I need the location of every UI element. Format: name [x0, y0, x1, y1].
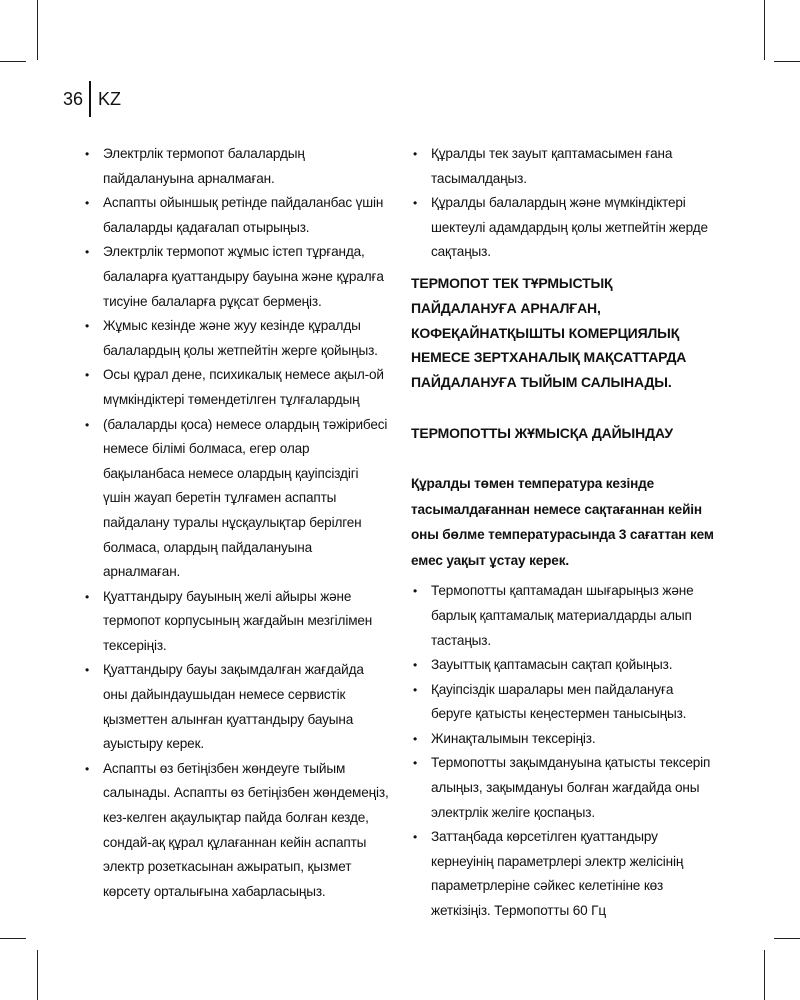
- header-divider: [89, 81, 91, 117]
- bullet-icon: •: [413, 584, 418, 599]
- language-code: KZ: [98, 88, 122, 109]
- safety-list-right: [411, 142, 717, 265]
- bullet-icon: •: [413, 731, 418, 746]
- usage-warning: ТЕРМОПОТ ТЕК ТҰРМЫСТЫҚ ПАЙДАЛАНУҒА АРНАЛҒАН, КОФЕҚАЙНАТҚЫШТЫ КОМЕРЦИЯЛЫҚ НЕМЕСЕ ЗЕРТХАНАЛЫҚ МАҚСАТТАРДА ПАЙДАЛАНУҒА ТЫЙЫМ САЛЫНАДЫ.: [411, 274, 687, 391]
- bullet-icon: •: [85, 319, 90, 334]
- list-item: • Жұмыс кезінде және жуу кезінде құралды балалардың қолы жетпейтін жерге қойыңыз.: [83, 314, 389, 363]
- crop-mark: [0, 938, 26, 939]
- bullet-icon: •: [413, 658, 418, 673]
- list-item: • Аспапты өз бетіңізбен жөндеуге тыйым салынады. Аспапты өз бетіңізбен жөндемеңіз, кез-келген ақаулықтар пайда болған кезде, сондай-ақ құрал құлағаннан кейін аспапты электр розеткасынан ажыратып, қызмет көрсету орталығына хабарласыңыз.: [83, 757, 389, 905]
- crop-mark: [774, 61, 800, 62]
- safety-list-left: [83, 142, 389, 904]
- list-item: • Аспапты ойыншық ретінде пайдаланбас үшін балаларды қадағалап отырыңыз.: [83, 191, 389, 240]
- bullet-icon: •: [85, 761, 90, 776]
- page-header: [63, 84, 121, 114]
- list-item: • Заттаңбада көрсетілген қуаттандыру кернеуінің параметрлері электр желісінің параметрлеріне сәйкес келетініне көз жеткізіңіз. Термопотты 60 Гц: [411, 825, 717, 923]
- list-item: • Осы құрал дене, психикалық немесе ақыл-ой мүмкіндіктері төмендетілген тұлғалардың: [83, 363, 389, 412]
- right-column: [411, 142, 717, 924]
- bullet-icon: •: [413, 756, 418, 771]
- list-item: • Электрлік термопот жұмыс істеп тұрғанда, балаларға қуаттандыру бауына және құралға тисуіне балаларға рұқсат бермеңіз.: [83, 240, 389, 314]
- list-item: • (балаларды қоса) немесе олардың тәжірибесі немесе білімі болмаса, егер олар бақыланбаса немесе олардың қауіпсіздігі үшін жауап беретін тұлғамен аспапты пайдалану туралы нұсқаулықтар берілген болмаса, олардың пайдалануына арналмаған.: [83, 413, 389, 585]
- bullet-icon: •: [85, 147, 90, 161]
- crop-mark: [764, 0, 765, 60]
- preparation-list: [411, 579, 717, 923]
- list-item: • Қауіпсіздік шаралары мен пайдалануға беруге қатысты кеңестермен танысыңыз.: [411, 678, 717, 727]
- section-intro: Құралды төмен температура кезінде тасымалдағаннан немесе сақтағаннан кейін оны бөлме температурасында 3 сағаттан кем емес уақыт ұстау керек.: [411, 475, 714, 568]
- bullet-icon: •: [413, 196, 418, 211]
- left-column: [83, 142, 389, 904]
- list-item: • Термопотты қаптамадан шығарыңыз және барлық қаптамалық материалдарды алып тастаңыз.: [411, 579, 717, 653]
- crop-mark: [764, 950, 765, 1000]
- page-number: 36: [63, 88, 84, 109]
- list-item: • Қуаттандыру бауы зақымдалған жағдайда оны дайындаушыдан немесе сервистік қызметтен алынған қуаттандыру бауына ауыстыру керек.: [83, 658, 389, 756]
- bullet-icon: •: [413, 830, 418, 845]
- bullet-icon: •: [85, 196, 90, 211]
- crop-mark: [37, 950, 38, 1000]
- bullet-icon: •: [85, 417, 90, 432]
- list-item: • Зауыттық қаптамасын сақтап қойыңыз.: [411, 653, 717, 678]
- bullet-icon: •: [85, 663, 90, 678]
- list-item: • Қуаттандыру бауының желі айыры және термопот корпусының жағдайын мезгілімен тексеріңіз.: [83, 585, 389, 659]
- bullet-icon: •: [413, 147, 418, 161]
- bullet-icon: •: [413, 682, 418, 697]
- crop-mark: [0, 61, 26, 62]
- list-item: • Жинақталымын тексеріңіз.: [411, 727, 717, 752]
- crop-mark: [774, 938, 800, 939]
- bullet-icon: •: [85, 589, 90, 604]
- bullet-icon: •: [85, 368, 90, 383]
- list-item: • Құралды балалардың және мүмкіндіктері шектеулі адамдардың қолы жетпейтін жерде сақтаңыз.: [411, 191, 717, 265]
- list-item: • Құралды тек зауыт қаптамасымен ғана тасымалдаңыз.: [411, 142, 717, 191]
- bullet-icon: •: [85, 245, 90, 260]
- list-item: • Термопотты зақымдануына қатысты тексеріп алыңыз, зақымдануы болған жағдайда оны электрлік желіге қоспаңыз.: [411, 751, 717, 825]
- list-item: • Электрлік термопот балалардың пайдалануына арналмаған.: [83, 142, 389, 191]
- crop-mark: [37, 0, 38, 60]
- section-title: ТЕРМОПОТТЫ ЖҰМЫСҚА ДАЙЫНДАУ: [411, 424, 673, 441]
